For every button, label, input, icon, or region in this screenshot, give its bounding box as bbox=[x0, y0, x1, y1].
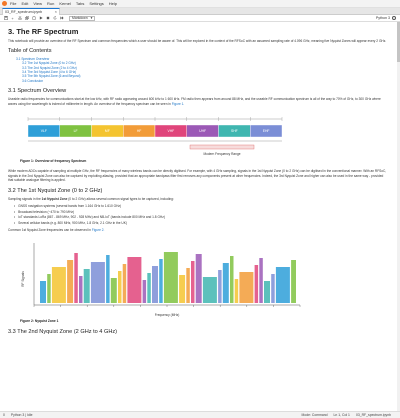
toc-link[interactable]: 3.4 The 3rd Nyquist Zone (4 to 6 GHz) bbox=[22, 70, 77, 75]
y-axis-label: RF Signals bbox=[21, 271, 25, 287]
menu-edit[interactable]: Edit bbox=[21, 0, 29, 6]
menu-settings[interactable]: Settings bbox=[89, 0, 104, 6]
intro-text: Sampling signals in the bbox=[8, 197, 42, 202]
toc-link[interactable]: 3.1 Spectrum Overview bbox=[16, 56, 50, 61]
intro-bold: 1st Nyquist Zone bbox=[41, 197, 68, 202]
menu-tabs[interactable]: Tabs bbox=[75, 0, 85, 6]
nyquist-figure-svg bbox=[20, 239, 310, 319]
page-title: 3. The RF Spectrum bbox=[8, 27, 79, 36]
menu-kernel[interactable]: Kernel bbox=[59, 0, 71, 6]
signal-band-bar bbox=[127, 257, 141, 303]
section-heading-3-2: 3.2 The 1st Nyquist Zone (0 to 2 GHz) bbox=[8, 188, 103, 195]
signal-band-bar bbox=[186, 268, 190, 303]
kernel-indicator[interactable] bbox=[376, 16, 396, 20]
list-item: • Several cellular bands (e.g. 800 MHz, 900 MHz, 1.8 GHz, 2.1 GHz in the UK) bbox=[14, 221, 389, 227]
menu-run[interactable]: Run bbox=[46, 0, 55, 6]
x-axis-label: Frequency (MHz) bbox=[154, 313, 180, 318]
stop-icon[interactable] bbox=[45, 16, 50, 21]
section-heading-3-1: 3.1 Spectrum Overview bbox=[8, 88, 67, 95]
spectrum-overview-paragraph bbox=[8, 97, 389, 107]
signal-band-bar bbox=[147, 273, 151, 303]
kernel-name: Python 3 bbox=[375, 16, 390, 20]
common-text: Common 1st Nyquist Zone frequencies can be observed in bbox=[8, 228, 92, 233]
signal-band-bar bbox=[291, 260, 296, 303]
signal-band-bar bbox=[271, 274, 275, 303]
signal-band-bar bbox=[143, 280, 147, 303]
signal-band-bar bbox=[159, 259, 163, 303]
band-label: SHF bbox=[230, 129, 238, 134]
cut-icon[interactable] bbox=[17, 16, 22, 21]
band-label: VLF bbox=[40, 129, 47, 134]
toc-link[interactable]: 3.3 The 2nd Nyquist Zone (2 to 4 GHz) bbox=[22, 65, 77, 70]
notebook-toolbar bbox=[0, 15, 400, 22]
run-icon[interactable] bbox=[38, 16, 43, 21]
cell-type-select[interactable] bbox=[69, 16, 95, 21]
signal-band-bar bbox=[235, 279, 239, 303]
figure-2-nyquist-zone-1 bbox=[20, 239, 310, 319]
status-mode: Mode: Command bbox=[301, 413, 328, 417]
status-right bbox=[302, 413, 397, 417]
copy-icon[interactable] bbox=[24, 16, 29, 21]
figure-1-caption: Figure 1: Overview of frequency Spectrum bbox=[20, 158, 87, 163]
status-file: 03_RF_spectrum.ipynb bbox=[355, 413, 391, 417]
modern-range-bracket bbox=[190, 145, 254, 149]
signal-band-bar bbox=[223, 263, 229, 303]
signal-band-bar bbox=[52, 267, 66, 303]
signal-band-bar bbox=[259, 258, 263, 303]
close-icon[interactable]: × bbox=[54, 9, 57, 14]
sampling-paragraph: While modern ADCs capable of sampling at multiple GHz, the RF frequencies of many wireless bands can be directly digitised. For example, with 4 GHz sampling, signals in the 1st Nyquist Zone (0 to 2 GHz) can be digitised in the conventional manner. With an RFSoC, signals in the 2nd Nyquist Zone can also be captured by exploiting aliasing, provided that an appropriate bandpass filter first removes any components present at other frequencies. Indeed, the 3rd Nyquist Zone and higher can also be used in the same way - provided that suitable analogue filtering is applied. bbox=[8, 168, 387, 183]
signal-band-bar bbox=[196, 254, 202, 303]
status-cursor: Ln 1, Col 1 bbox=[333, 413, 350, 417]
signal-band-bar bbox=[84, 269, 90, 303]
paste-icon[interactable] bbox=[31, 16, 36, 21]
band-label: EHF bbox=[262, 129, 270, 134]
spectrum-overview-text: Useable radio frequencies for communications start at the low kHz, with RF radio appearing around 600 kHz to 1 600 kHz. FM radio then appears from around 88 MHz, and the useable RF communication spectrum is all of the way to 70% of GHz, to 300 GHz where waves using the wavelength is indeed of millimetre in length. An overview of the frequency spectrum can be seen in bbox=[8, 97, 381, 107]
signal-band-bar bbox=[239, 272, 253, 303]
signal-band-bar bbox=[203, 277, 217, 303]
band-label: LF bbox=[73, 129, 78, 134]
intro-text: (0 to 2 GHz) allows several common signal types to be captured, including: bbox=[67, 197, 174, 202]
add-cell-icon[interactable]: + bbox=[11, 15, 14, 21]
band-label: UHF bbox=[199, 129, 207, 134]
restart-icon[interactable] bbox=[52, 16, 57, 21]
list-item: • GNSS navigation systems (several bands from 1.164 GHz to 1.610 GHz) bbox=[14, 204, 389, 210]
signal-band-bar bbox=[164, 252, 178, 303]
toc-heading: Table of Contents bbox=[8, 47, 52, 54]
section-heading-3-3: 3.3 The 2nd Nyquist Zone (2 GHz to 4 GHz) bbox=[8, 329, 118, 336]
fast-forward-icon[interactable] bbox=[59, 16, 64, 21]
common-frequencies-paragraph bbox=[8, 228, 389, 233]
notebook-content[interactable] bbox=[0, 22, 397, 411]
kernel-status-icon bbox=[392, 16, 396, 20]
signal-band-bar bbox=[218, 270, 222, 303]
signal-band-bar bbox=[191, 261, 195, 303]
signal-band-bar bbox=[106, 255, 110, 303]
figure-2-link[interactable]: Figure 2. bbox=[91, 228, 105, 233]
toc-link[interactable]: 3.6 Conclusion bbox=[22, 78, 44, 83]
list-item: • Broadcast television (~470 to 790 MHz) bbox=[14, 210, 389, 216]
signal-band-bar bbox=[111, 278, 117, 303]
tab-notebook[interactable] bbox=[2, 8, 60, 15]
chevron-down-icon: ▾ bbox=[90, 16, 93, 20]
band-label: VHF bbox=[167, 129, 175, 134]
signal-band-bar bbox=[118, 271, 122, 303]
list-item: • IoT standards LoRa (867 - 869 MHz, 902 - 928 MHz) and NB-IoT (bands include 800 MHz and 1.8 GHz) bbox=[14, 215, 389, 221]
signal-band-bar bbox=[47, 274, 51, 303]
signal-band-bar bbox=[123, 264, 127, 303]
modern-range-label: Modern Frequency Range bbox=[203, 151, 241, 156]
signal-band-bar bbox=[40, 281, 46, 303]
status-bar bbox=[0, 411, 400, 418]
status-terminals[interactable]: 0 bbox=[3, 413, 5, 417]
jupyter-logo-icon bbox=[2, 1, 7, 6]
save-icon[interactable] bbox=[3, 16, 8, 21]
signal-band-bar bbox=[264, 281, 270, 303]
menu-bar bbox=[0, 0, 400, 8]
signal-list bbox=[14, 204, 389, 226]
band-label: HF bbox=[136, 129, 142, 134]
menu-view[interactable]: View bbox=[33, 0, 42, 6]
intro-paragraph: This notebook will provide an overview of the RF Spectrum and common frequencies which a user should be aware of. This will be explored in the context of the RFSoC with an assumed sampling rate of 4.096 GHz, meaning five Nyquist Zones will appear every 2 GHz. bbox=[8, 39, 387, 43]
figure-1-link[interactable]: Figure 1. bbox=[171, 102, 185, 107]
toc-list bbox=[16, 57, 389, 83]
cell-type-value: Markdown bbox=[72, 16, 88, 20]
figure-2-caption: Figure 2: Nyquist Zone 1 bbox=[20, 319, 59, 324]
toc-link[interactable]: 3.5 The 5th Nyquist Zone (6 and Beyond) bbox=[22, 74, 81, 79]
signal-band-bar bbox=[152, 266, 158, 303]
band-label: MF bbox=[104, 129, 110, 134]
signal-band-bar bbox=[276, 267, 290, 303]
signal-band-bar bbox=[74, 253, 78, 303]
signal-band-bar bbox=[79, 276, 83, 303]
signal-band-bar bbox=[255, 265, 259, 303]
nyquist-1-intro bbox=[8, 197, 389, 202]
toc-link[interactable]: 3.2 The 1st Nyquist Zone (0 to 2 GHz) bbox=[22, 61, 76, 66]
signal-band-bar bbox=[91, 262, 105, 303]
figure-1-spectrum-overview bbox=[20, 111, 290, 159]
signal-band-bar bbox=[67, 260, 73, 303]
tab-bar bbox=[0, 8, 400, 15]
tab-label: 03_RF_spectrum.ipynb bbox=[5, 10, 43, 14]
menu-help[interactable]: Help bbox=[108, 0, 118, 6]
signal-band-bar bbox=[230, 256, 234, 303]
status-kernel[interactable]: Python 3 | Idle bbox=[10, 413, 33, 417]
spectrum-figure-svg bbox=[20, 111, 290, 159]
menu-file[interactable]: File bbox=[10, 0, 17, 6]
signal-band-bar bbox=[179, 275, 185, 303]
